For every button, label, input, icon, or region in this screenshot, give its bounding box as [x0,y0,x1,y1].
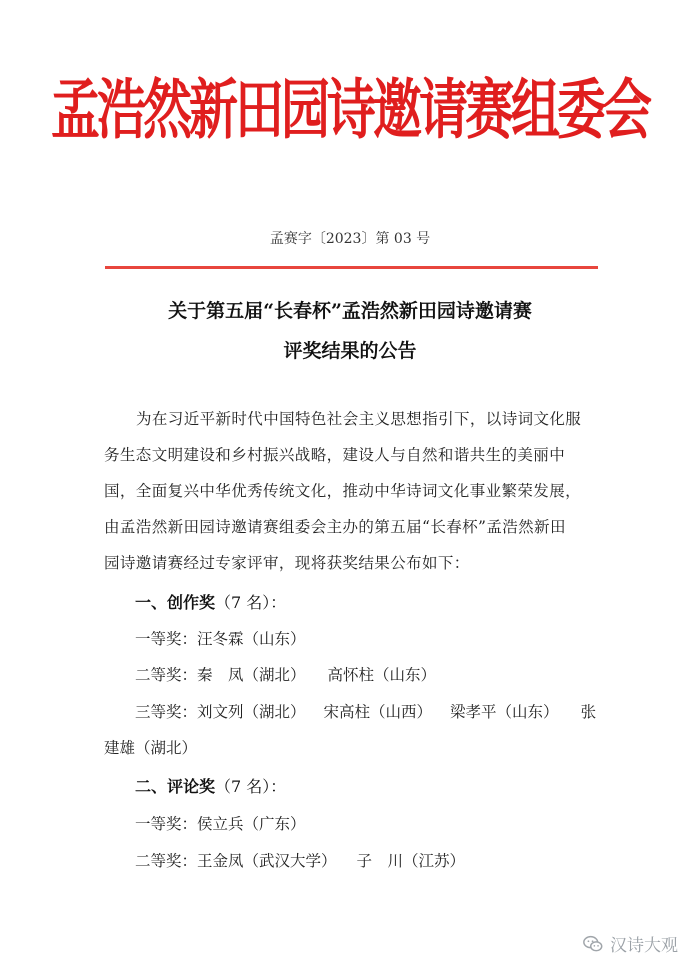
wechat-icon [582,933,604,955]
creation-third-prize [135,700,596,722]
winner: 侯立兵（广东） [197,815,306,833]
prize-label: 三等奖： [135,703,198,721]
review-second-prize [135,849,465,871]
creation-award-count: （7 名）： [215,593,287,612]
announcement-title-line1: 关于第五届“长春杯”孟浩然新田园诗邀请赛 [168,300,532,322]
prize-label: 二等奖： [135,852,198,870]
creation-second-prize [135,663,436,685]
red-divider [105,266,598,269]
winner: 汪冬霖（山东） [197,630,306,648]
winner: 王金凤（武汉大学） [197,852,337,870]
prize-label: 一等奖： [135,815,198,833]
review-award-count: （7 名）： [215,777,287,796]
document-number: 孟赛字〔2023〕第 03 号 [269,231,431,247]
intro-line: 国，全面复兴中华优秀传统文化，推动中华诗词文化事业繁荣发展， [104,482,582,500]
intro-line: 由孟浩然新田园诗邀请赛组委会主办的第五届“长春杯”孟浩然新田 [104,518,566,536]
creation-award-heading [135,590,286,613]
announcement-title-line2: 评奖结果的公告 [283,340,417,362]
creation-third-prize-continuation: 建雄（湖北） [104,739,198,757]
winner: 刘文列（湖北） [197,703,306,721]
review-first-prize [135,812,306,834]
review-award-title: 二、评论奖 [135,777,216,796]
intro-line: 务生态文明建设和乡村振兴战略，建设人与自然和谐共生的美丽中 [104,446,566,464]
watermark-text: 汉诗大观 [610,936,678,956]
intro-line: 园诗邀请赛经过专家评审，现将获奖结果公布如下： [104,554,470,572]
prize-label: 一等奖： [135,630,198,648]
winner: 秦 凤（湖北） [197,666,306,684]
winner: 子 川（江苏） [356,852,466,870]
winner: 张 [580,703,597,721]
intro-line: 为在习近平新时代中国特色社会主义思想指引下，以诗词文化服 [136,410,582,428]
winner: 高怀柱（山东） [327,666,437,684]
prize-label: 二等奖： [135,666,198,684]
winner: 宋高柱（山西） [323,703,433,721]
source-watermark [582,931,678,956]
creation-award-title: 一、创作奖 [135,593,216,612]
winner: 梁孝平（山东） [450,703,559,721]
organization-masthead: 孟浩然新田园诗邀请赛组委会 [50,71,649,148]
review-award-heading [135,774,286,797]
creation-first-prize [135,627,306,649]
